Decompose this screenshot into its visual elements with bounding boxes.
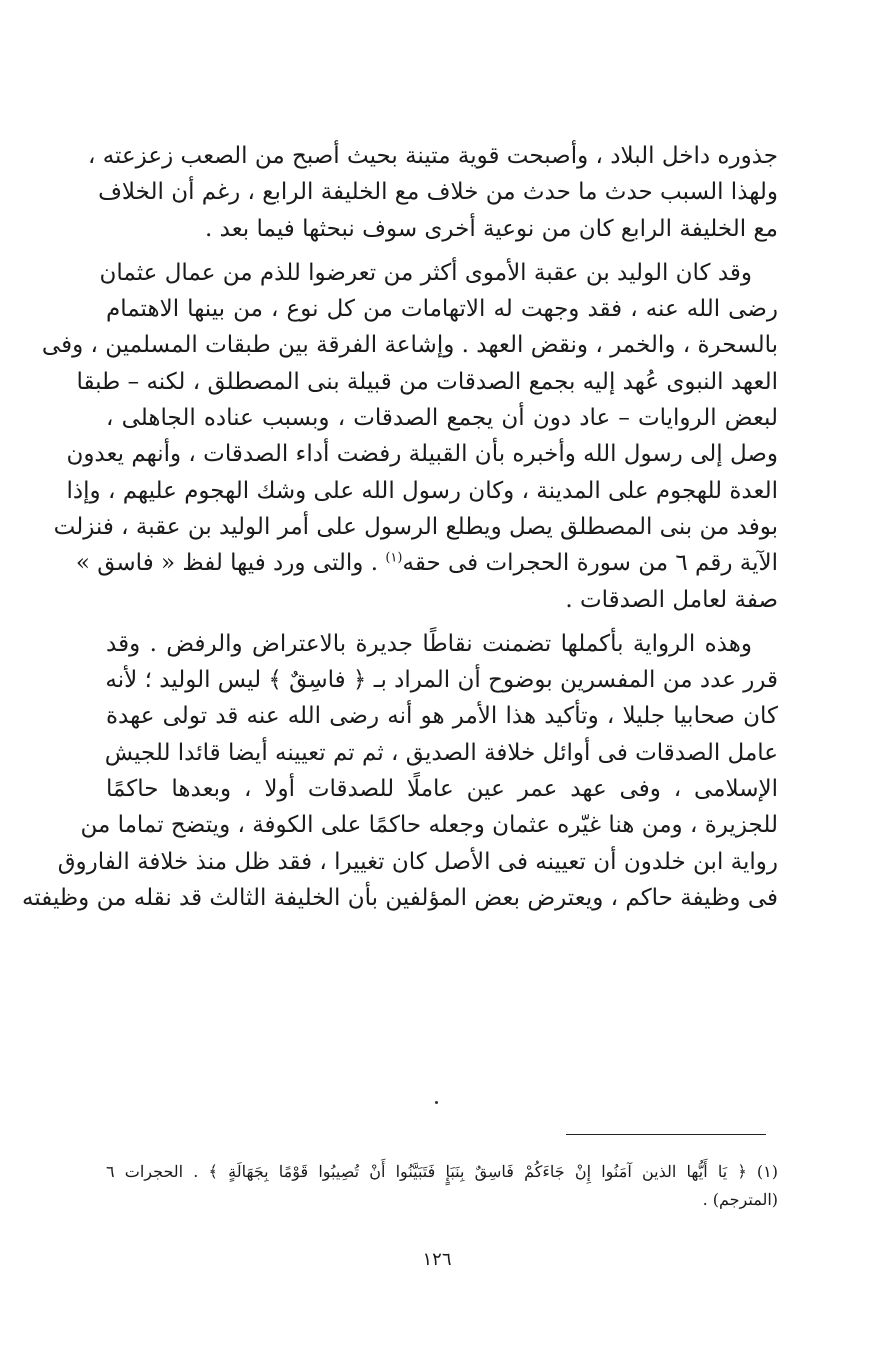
scan-speck xyxy=(435,1101,438,1104)
footnote-divider xyxy=(566,1134,766,1135)
text-line: لبعض الروايات – عاد دون أن يجمع الصدقات ، وبسبب عناده الجاهلى ، xyxy=(106,405,778,432)
paragraph-2 xyxy=(41,255,778,618)
text-line: عامل الصدقات فى أوائل خلافة الصديق ، ثم تم تعيينه أيضا قائدا للجيش xyxy=(104,739,778,766)
footnote-1: (١) ﴿ يَا أَيُّها الذين آمَنُوا إِنْ جَاءَكُمْ فَاسِقٌ بِنَبَإٍ فَتَبَيَّنُوا أَنْ تُصِيبُوا قَوْمًا بِجَهَالَةٍ ﴾ . الحجرات ٦ xyxy=(106,1162,778,1181)
text-line: رضى الله عنه ، فقد وجهت له الاتهامات من كل نوع ، من بينها الاهتمام xyxy=(106,296,778,323)
text-line: بوفد من بنى المصطلق يصل ويطلع الرسول على أمر الوليد بن عقبة ، فنزلت xyxy=(53,513,778,540)
paragraph-3 xyxy=(22,626,778,916)
text-line: كان صحابيا جليلا ، وتأكيد هذا الأمر هو أنه رضى الله عنه قد تولى عهدة xyxy=(106,703,778,730)
text-line: بالسحرة ، والخمر ، ونقض العهد . وإشاعة الفرقة بين طبقات المسلمين ، وفى xyxy=(41,332,778,359)
page-number: ١٢٦ xyxy=(422,1249,452,1270)
text-line: وقد كان الوليد بن عقبة الأموى أكثر من تعرضوا للذم من عمال عثمان xyxy=(99,259,752,286)
text-line: قرر عدد من المفسرين بوضوح أن المراد بـ ﴿ فاسِقٌ ﴾ ليس الوليد ؛ لأنه xyxy=(105,667,778,694)
text-line: الإسلامى ، وفى عهد عمر عين عاملًا للصدقات أولا ، وبعدها حاكمًا xyxy=(106,776,778,803)
text-line: جذوره داخل البلاد ، وأصبحت قوية متينة بحيث أصبح من الصعب زعزعته ، xyxy=(87,143,778,169)
text-line: وهذه الرواية بأكملها تضمنت نقاطًا جديرة بالاعتراض والرفض . وقد xyxy=(106,630,752,657)
footnotes xyxy=(106,1158,778,1214)
text-line: مع الخليفة الرابع كان من نوعية أخرى سوف نبحثها فيما بعد . xyxy=(205,215,778,242)
paragraph-1 xyxy=(87,138,778,247)
footnote-1-continuation: (المترجم) . xyxy=(702,1190,778,1209)
body-text xyxy=(22,138,778,916)
text-line: رواية ابن خلدون أن تعيينه فى الأصل كان تغييرا ، فقد ظل منذ خلافة الفاروق xyxy=(57,848,778,875)
text-line: صفة لعامل الصدقات . xyxy=(565,586,778,613)
text-line-with-footnote xyxy=(75,545,778,581)
text-fragment: . والتى ورد فيها لفظ « فاسق » xyxy=(75,550,386,577)
text-fragment: الآية رقم ٦ من سورة الحجرات فى حقه xyxy=(402,550,778,577)
text-line: فى وظيفة حاكم ، ويعترض بعض المؤلفين بأن الخليفة الثالث قد نقله من وظيفته xyxy=(22,884,778,911)
text-line: العهد النبوى عُهد إليه بجمع الصدقات من قبيلة بنى المصطلق ، لكنه – طبقا xyxy=(76,368,778,395)
text-line: ولهذا السبب حدث ما حدث من خلاف مع الخليفة الرابع ، رغم أن الخلاف xyxy=(98,179,778,206)
text-line: وصل إلى رسول الله وأخبره بأن القبيلة رفضت أداء الصدقات ، وأنهم يعدون xyxy=(66,441,778,468)
text-line: للجزيرة ، ومن هنا غيّره عثمان وجعله حاكمًا على الكوفة ، ويتضح تماما من xyxy=(80,812,778,839)
text-line: العدة للهجوم على المدينة ، وكان رسول الله على وشك الهجوم عليهم ، وإذا xyxy=(66,477,778,504)
footnote-marker: (١) xyxy=(385,550,403,566)
